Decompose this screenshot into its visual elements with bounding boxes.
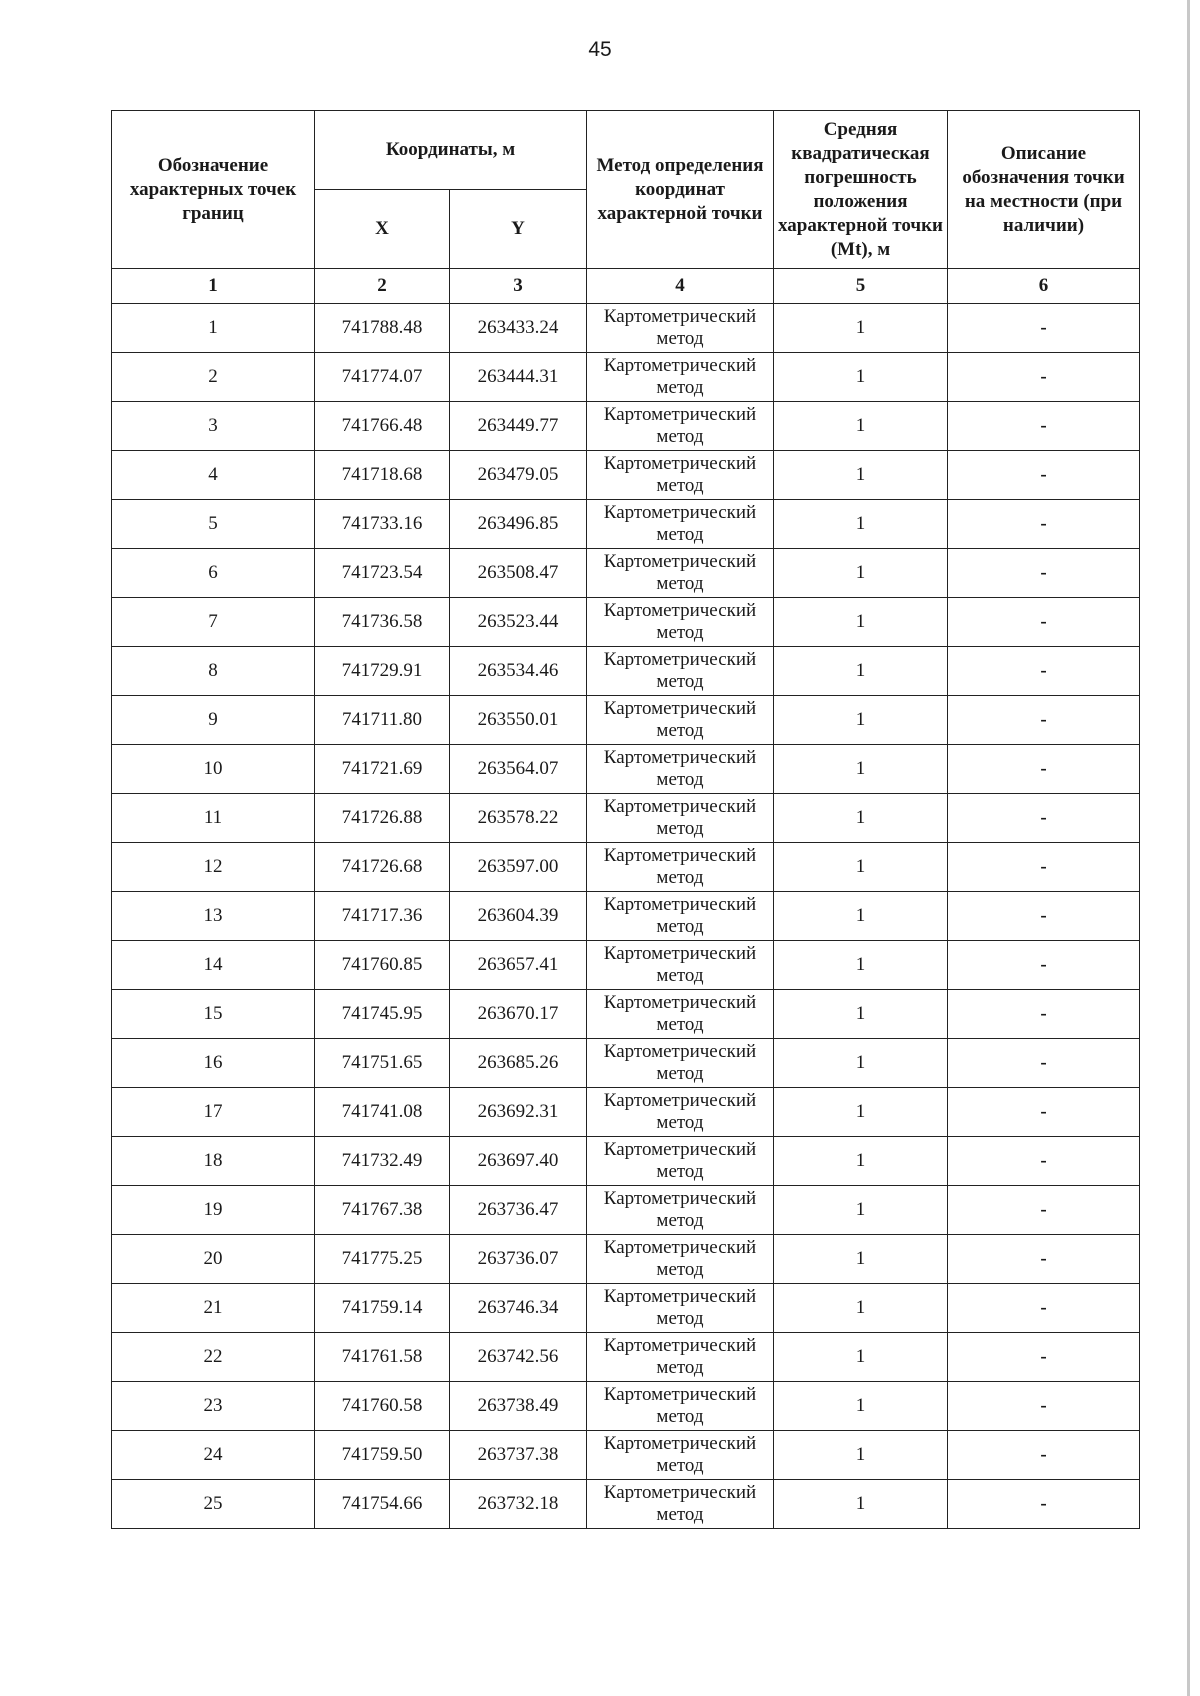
cell-point: 7	[112, 598, 315, 647]
cell-description: -	[948, 353, 1140, 402]
cell-point: 1	[112, 304, 315, 353]
cell-method: Картометрический метод	[587, 941, 774, 990]
page-edge	[1187, 0, 1190, 1696]
cell-method: Картометрический метод	[587, 745, 774, 794]
cell-method: Картометрический метод	[587, 1431, 774, 1480]
cell-x: 741759.50	[315, 1431, 450, 1480]
cell-point: 16	[112, 1039, 315, 1088]
cell-y: 263685.26	[450, 1039, 587, 1088]
cell-accuracy: 1	[774, 941, 948, 990]
cell-description: -	[948, 647, 1140, 696]
cell-description: -	[948, 1137, 1140, 1186]
cell-x: 741721.69	[315, 745, 450, 794]
cell-y: 263697.40	[450, 1137, 587, 1186]
table-row	[112, 1333, 1140, 1382]
cell-y: 263523.44	[450, 598, 587, 647]
table-row	[112, 500, 1140, 549]
cell-accuracy: 1	[774, 304, 948, 353]
table-row	[112, 304, 1140, 353]
table-row	[112, 1480, 1140, 1529]
cell-accuracy: 1	[774, 1235, 948, 1284]
table-row	[112, 451, 1140, 500]
coordinates-table	[111, 110, 1140, 1529]
cell-method: Картометрический метод	[587, 402, 774, 451]
cell-method: Картометрический метод	[587, 892, 774, 941]
table-row	[112, 1039, 1140, 1088]
table-row	[112, 745, 1140, 794]
cell-description: -	[948, 1039, 1140, 1088]
table-row	[112, 1186, 1140, 1235]
cell-point: 3	[112, 402, 315, 451]
cell-accuracy: 1	[774, 1382, 948, 1431]
cell-y: 263550.01	[450, 696, 587, 745]
cell-description: -	[948, 451, 1140, 500]
page-number: 45	[588, 38, 612, 61]
header-y: Y	[450, 190, 587, 269]
cell-x: 741754.66	[315, 1480, 450, 1529]
table-row	[112, 1431, 1140, 1480]
cell-accuracy: 1	[774, 1039, 948, 1088]
header-description: Описание обозначения точки на местности (при наличии)	[948, 111, 1140, 269]
cell-x: 741726.88	[315, 794, 450, 843]
cell-method: Картометрический метод	[587, 696, 774, 745]
cell-x: 741726.68	[315, 843, 450, 892]
cell-x: 741766.48	[315, 402, 450, 451]
cell-method: Картометрический метод	[587, 598, 774, 647]
header-accuracy: Средняя квадратическая погрешность положения характерной точки (Mt), м	[774, 111, 948, 269]
cell-description: -	[948, 990, 1140, 1039]
cell-description: -	[948, 892, 1140, 941]
cell-accuracy: 1	[774, 402, 948, 451]
cell-method: Картометрический метод	[587, 1137, 774, 1186]
cell-point: 4	[112, 451, 315, 500]
cell-y: 263578.22	[450, 794, 587, 843]
cell-y: 263433.24	[450, 304, 587, 353]
cell-method: Картометрический метод	[587, 1088, 774, 1137]
cell-description: -	[948, 745, 1140, 794]
table-row	[112, 549, 1140, 598]
cell-y: 263742.56	[450, 1333, 587, 1382]
cell-x: 741717.36	[315, 892, 450, 941]
cell-point: 22	[112, 1333, 315, 1382]
table-row	[112, 794, 1140, 843]
cell-y: 263444.31	[450, 353, 587, 402]
cell-description: -	[948, 794, 1140, 843]
cell-accuracy: 1	[774, 794, 948, 843]
cell-x: 741741.08	[315, 1088, 450, 1137]
cell-accuracy: 1	[774, 1333, 948, 1382]
cell-method: Картометрический метод	[587, 1382, 774, 1431]
cell-method: Картометрический метод	[587, 304, 774, 353]
cell-method: Картометрический метод	[587, 843, 774, 892]
column-number: 6	[948, 269, 1140, 304]
cell-x: 741736.58	[315, 598, 450, 647]
cell-accuracy: 1	[774, 353, 948, 402]
cell-method: Картометрический метод	[587, 549, 774, 598]
cell-x: 741760.85	[315, 941, 450, 990]
cell-accuracy: 1	[774, 1088, 948, 1137]
cell-x: 741760.58	[315, 1382, 450, 1431]
header-row	[112, 111, 1140, 190]
cell-x: 741718.68	[315, 451, 450, 500]
table-header	[112, 111, 1140, 304]
column-number: 2	[315, 269, 450, 304]
cell-x: 741774.07	[315, 353, 450, 402]
cell-point: 6	[112, 549, 315, 598]
table-row	[112, 1284, 1140, 1333]
cell-accuracy: 1	[774, 451, 948, 500]
cell-point: 20	[112, 1235, 315, 1284]
cell-y: 263738.49	[450, 1382, 587, 1431]
header-coordinates: Координаты, м	[315, 111, 587, 190]
cell-y: 263670.17	[450, 990, 587, 1039]
table-row	[112, 1235, 1140, 1284]
cell-x: 741711.80	[315, 696, 450, 745]
cell-x: 741729.91	[315, 647, 450, 696]
table-row	[112, 402, 1140, 451]
cell-point: 5	[112, 500, 315, 549]
table-row	[112, 1382, 1140, 1431]
cell-method: Картометрический метод	[587, 1186, 774, 1235]
cell-description: -	[948, 549, 1140, 598]
cell-point: 14	[112, 941, 315, 990]
cell-point: 25	[112, 1480, 315, 1529]
cell-point: 9	[112, 696, 315, 745]
cell-method: Картометрический метод	[587, 500, 774, 549]
cell-x: 741723.54	[315, 549, 450, 598]
table-row	[112, 598, 1140, 647]
table-row	[112, 647, 1140, 696]
cell-accuracy: 1	[774, 696, 948, 745]
cell-method: Картометрический метод	[587, 353, 774, 402]
cell-point: 19	[112, 1186, 315, 1235]
cell-point: 23	[112, 1382, 315, 1431]
cell-method: Картометрический метод	[587, 990, 774, 1039]
cell-x: 741745.95	[315, 990, 450, 1039]
column-number-row	[112, 269, 1140, 304]
cell-point: 15	[112, 990, 315, 1039]
cell-accuracy: 1	[774, 745, 948, 794]
cell-point: 2	[112, 353, 315, 402]
cell-y: 263479.05	[450, 451, 587, 500]
table-row	[112, 892, 1140, 941]
cell-accuracy: 1	[774, 1186, 948, 1235]
cell-point: 10	[112, 745, 315, 794]
cell-y: 263746.34	[450, 1284, 587, 1333]
cell-point: 11	[112, 794, 315, 843]
column-number: 3	[450, 269, 587, 304]
cell-y: 263732.18	[450, 1480, 587, 1529]
cell-accuracy: 1	[774, 843, 948, 892]
cell-point: 21	[112, 1284, 315, 1333]
cell-method: Картометрический метод	[587, 794, 774, 843]
table-row	[112, 990, 1140, 1039]
column-number: 1	[112, 269, 315, 304]
cell-x: 741775.25	[315, 1235, 450, 1284]
cell-y: 263449.77	[450, 402, 587, 451]
cell-y: 263564.07	[450, 745, 587, 794]
cell-accuracy: 1	[774, 1431, 948, 1480]
cell-y: 263657.41	[450, 941, 587, 990]
cell-point: 13	[112, 892, 315, 941]
cell-point: 24	[112, 1431, 315, 1480]
cell-method: Картометрический метод	[587, 1480, 774, 1529]
cell-description: -	[948, 941, 1140, 990]
cell-x: 741767.38	[315, 1186, 450, 1235]
column-number: 4	[587, 269, 774, 304]
cell-description: -	[948, 1284, 1140, 1333]
column-number: 5	[774, 269, 948, 304]
table-row	[112, 843, 1140, 892]
cell-point: 18	[112, 1137, 315, 1186]
cell-y: 263508.47	[450, 549, 587, 598]
cell-accuracy: 1	[774, 1137, 948, 1186]
cell-accuracy: 1	[774, 990, 948, 1039]
cell-method: Картометрический метод	[587, 1284, 774, 1333]
cell-description: -	[948, 598, 1140, 647]
cell-description: -	[948, 696, 1140, 745]
cell-method: Картометрический метод	[587, 647, 774, 696]
cell-y: 263534.46	[450, 647, 587, 696]
cell-description: -	[948, 500, 1140, 549]
cell-accuracy: 1	[774, 598, 948, 647]
table-body	[112, 304, 1140, 1529]
cell-method: Картометрический метод	[587, 451, 774, 500]
cell-accuracy: 1	[774, 647, 948, 696]
cell-accuracy: 1	[774, 892, 948, 941]
cell-accuracy: 1	[774, 549, 948, 598]
cell-x: 741788.48	[315, 304, 450, 353]
header-method: Метод определения координат характерной точки	[587, 111, 774, 269]
cell-y: 263597.00	[450, 843, 587, 892]
cell-method: Картометрический метод	[587, 1333, 774, 1382]
table-row	[112, 1137, 1140, 1186]
cell-y: 263496.85	[450, 500, 587, 549]
cell-description: -	[948, 843, 1140, 892]
table-row	[112, 941, 1140, 990]
cell-y: 263737.38	[450, 1431, 587, 1480]
cell-point: 17	[112, 1088, 315, 1137]
cell-method: Картометрический метод	[587, 1235, 774, 1284]
cell-description: -	[948, 1235, 1140, 1284]
table-row	[112, 353, 1140, 402]
cell-point: 12	[112, 843, 315, 892]
cell-description: -	[948, 402, 1140, 451]
cell-description: -	[948, 1088, 1140, 1137]
cell-description: -	[948, 1382, 1140, 1431]
header-x: X	[315, 190, 450, 269]
cell-description: -	[948, 1333, 1140, 1382]
cell-y: 263736.07	[450, 1235, 587, 1284]
cell-y: 263604.39	[450, 892, 587, 941]
cell-x: 741759.14	[315, 1284, 450, 1333]
cell-description: -	[948, 1480, 1140, 1529]
cell-description: -	[948, 304, 1140, 353]
cell-x: 741761.58	[315, 1333, 450, 1382]
cell-method: Картометрический метод	[587, 1039, 774, 1088]
cell-y: 263692.31	[450, 1088, 587, 1137]
cell-accuracy: 1	[774, 500, 948, 549]
cell-y: 263736.47	[450, 1186, 587, 1235]
cell-description: -	[948, 1186, 1140, 1235]
cell-x: 741732.49	[315, 1137, 450, 1186]
cell-x: 741751.65	[315, 1039, 450, 1088]
table-row	[112, 696, 1140, 745]
cell-description: -	[948, 1431, 1140, 1480]
table-row	[112, 1088, 1140, 1137]
header-point-designation: Обозначение характерных точек границ	[112, 111, 315, 269]
cell-accuracy: 1	[774, 1284, 948, 1333]
cell-point: 8	[112, 647, 315, 696]
cell-accuracy: 1	[774, 1480, 948, 1529]
cell-x: 741733.16	[315, 500, 450, 549]
